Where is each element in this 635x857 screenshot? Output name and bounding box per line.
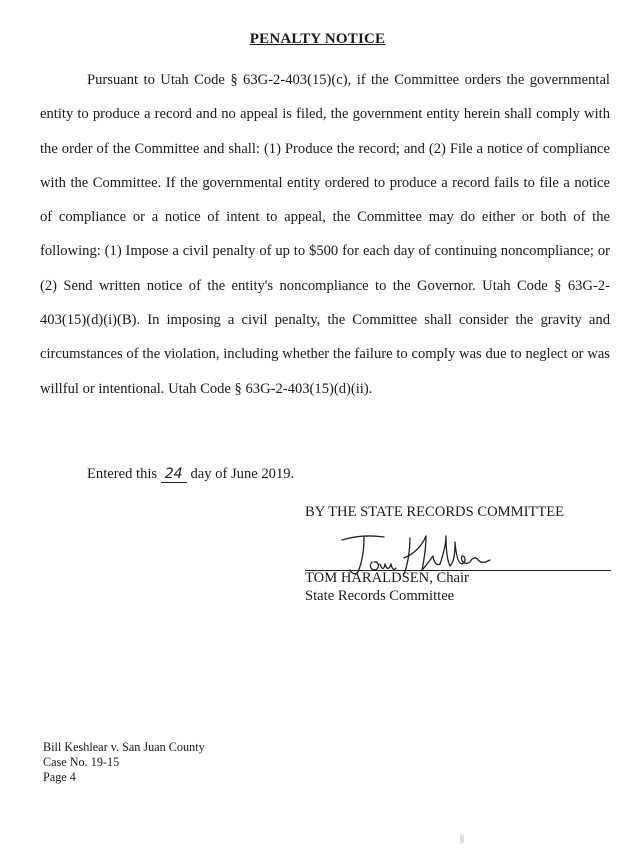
entered-day-handwritten: 24 — [161, 466, 187, 483]
scan-mark — [458, 833, 466, 845]
case-title: Bill Keshlear v. San Juan County — [43, 740, 205, 754]
entered-suffix: day of June 2019. — [190, 466, 295, 482]
case-number: Case No. 19-15 — [43, 755, 120, 769]
penalty-notice-heading: PENALTY NOTICE — [249, 31, 386, 47]
signer-organization: State Records Committee — [305, 588, 455, 604]
signer-name: TOM HARALDSEN, Chair — [305, 570, 469, 586]
case-footer — [43, 740, 205, 785]
entered-prefix: Entered this — [87, 466, 158, 482]
committee-attribution: BY THE STATE RECORDS COMMITTEE — [305, 504, 565, 520]
page-number: Page 4 — [43, 770, 76, 784]
entered-date-line — [87, 466, 294, 483]
handwritten-signature — [300, 526, 620, 576]
penalty-notice-body: Pursuant to Utah Code § 63G-2-403(15)(c), if the Committee orders the governmental entity to produce a record and no appeal is filed, the government entity herein shall comply with the order of the Committee and shall: (1) Produce the record; and (2) File a notice of compliance with the Committee. If the governmental entity ordered to produce a record fails to file a notice of compliance or a notice of intent to appeal, the Committee may do either or both of the following: (1) Impose a civil penalty of up to $500 for each day of continuing noncompliance; or (2) Send written notice of the entity's noncompliance to the Governor. Utah Code § 63G-2-403(15)(d)(i)(B). In imposing a civil penalty, the Committee shall consider the gravity and circumstances of the violation, including whether the failure to comply was due to neglect or was willful or intentional. Utah Code § 63G-2-403(15)(d)(ii). — [40, 72, 610, 397]
